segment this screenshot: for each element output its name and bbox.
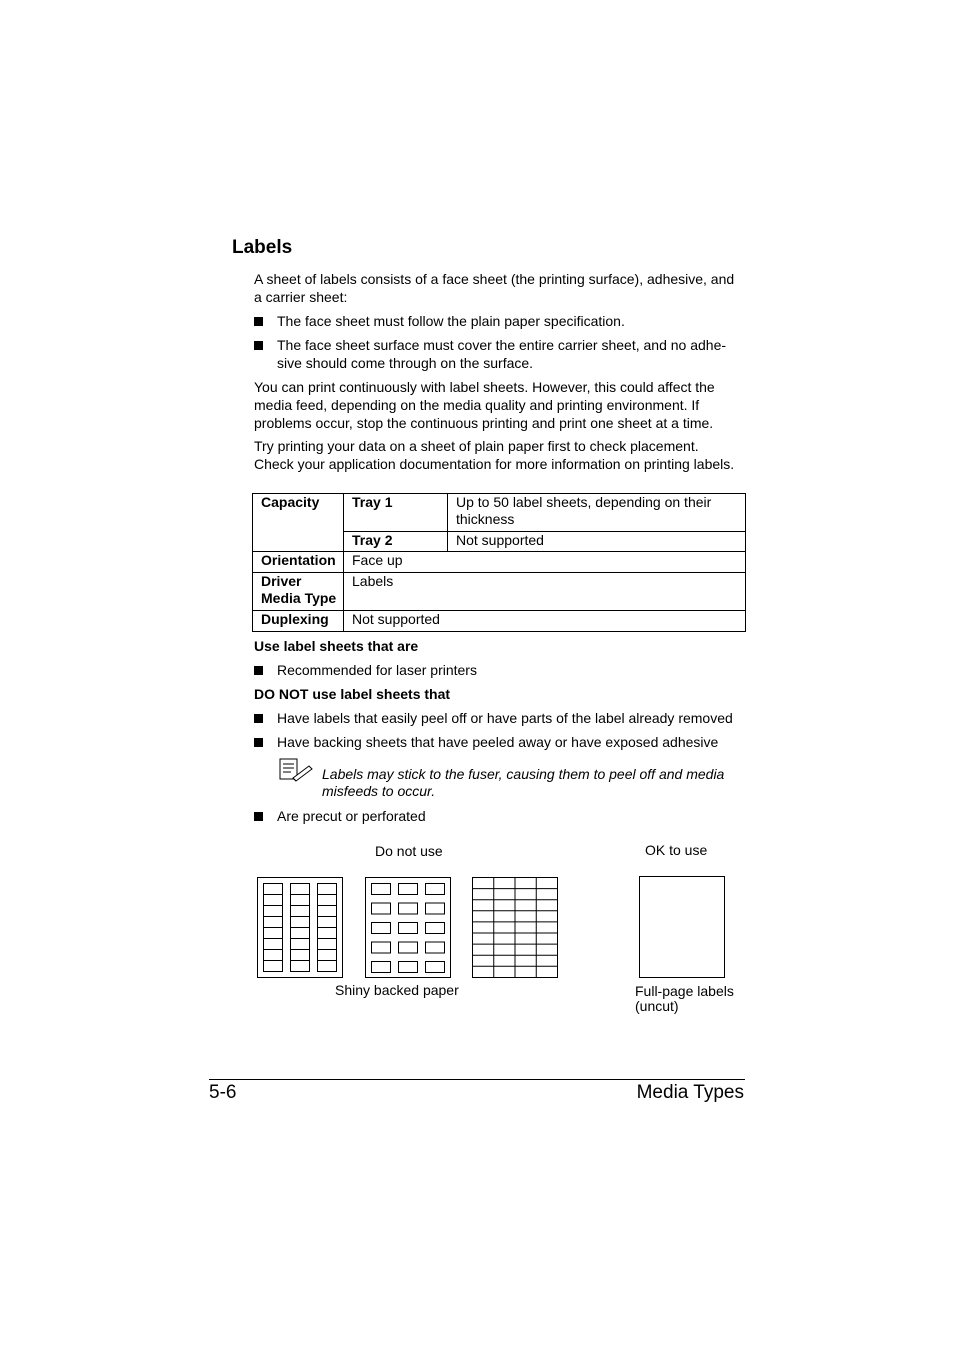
test-print-paragraph: Try printing your data on a sheet of plain paper first to check placement. Check your application documentation for more information on printing labels. (254, 438, 735, 472)
spaced-label-sheet (366, 878, 451, 978)
intro-paragraph (254, 270, 734, 306)
full-page-caption: Full-page labels (uncut) (635, 983, 734, 1014)
bullet-square-icon (254, 341, 263, 350)
section-title: Labels (232, 237, 293, 258)
orientation-label: Orientation (253, 552, 344, 573)
table-row (253, 573, 746, 611)
intro-line: a carrier sheet: (254, 289, 348, 305)
bullet-square-icon (254, 317, 263, 326)
bullet-square-icon (254, 812, 263, 821)
label-spec-table (252, 493, 746, 632)
duplexing-label: Duplexing (253, 611, 344, 632)
driver-media-type-value: Labels (344, 573, 746, 611)
ok-to-use-caption: OK to use (645, 842, 708, 858)
tray2-value: Not supported (448, 532, 746, 552)
duplexing-value: Not supported (344, 611, 746, 632)
chapter-title: Media Types (636, 1082, 744, 1103)
do-not-use-caption: Do not use (375, 843, 443, 859)
capacity-label: Capacity (253, 494, 344, 552)
table-row (253, 552, 746, 573)
use-heading: Use label sheets that are (254, 638, 419, 654)
full-page-label-illustration (635, 872, 730, 982)
fuser-note: Labels may stick to the fuser, causing them to peel off and media misfeeds to occur. (322, 766, 725, 799)
continuous-print-paragraph: You can print continuously with label sheets. However, this could affect the media feed, depending on the media quality and printing environment. If problems occur, stop the continuous printing and print one sheet at a time. (254, 379, 715, 431)
shiny-backed-caption: Shiny backed paper (335, 982, 459, 998)
table-row (253, 611, 746, 632)
bullet-square-icon (254, 666, 263, 675)
tray2-label: Tray 2 (344, 532, 448, 552)
intro-line: A sheet of labels consists of a face sheet (the printing surface), adhesive, and (254, 271, 735, 287)
tray1-value: Up to 50 label sheets, depending on their thickness (448, 494, 746, 532)
orientation-value: Face up (344, 552, 746, 573)
table-row (253, 494, 746, 532)
driver-media-type-label: Driver Media Type (253, 573, 344, 611)
donot-heading: DO NOT use label sheets that (254, 686, 451, 702)
do-not-use-label-sheets-illustration (250, 870, 570, 985)
bullet-square-icon (254, 714, 263, 723)
bullet-square-icon (254, 738, 263, 747)
page-number: 5-6 (209, 1082, 237, 1103)
tray1-label: Tray 1 (344, 494, 448, 532)
note-pencil-icon (279, 758, 315, 782)
footer-rule (209, 1079, 745, 1080)
